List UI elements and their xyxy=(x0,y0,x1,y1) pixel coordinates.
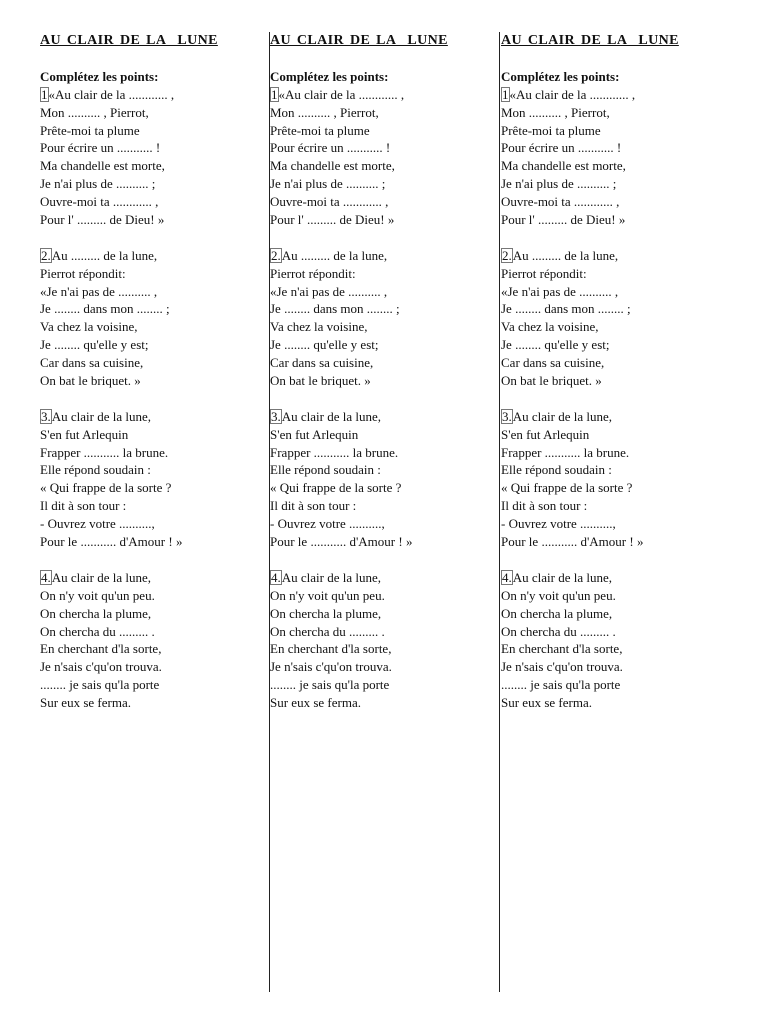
poem-line-text: Je ........ qu'elle y est; xyxy=(270,337,379,353)
poem-line xyxy=(501,211,723,229)
poem-line xyxy=(40,139,262,157)
poem-line-text: Je n'sais c'qu'on trouva. xyxy=(40,659,162,675)
poem-line-text: On chercha la plume, xyxy=(40,605,152,621)
poem-line-text: On chercha la plume, xyxy=(270,605,382,621)
poem-line-text: On chercha du ......... . xyxy=(501,623,616,639)
poem-line-text: «Je n'ai pas de .......... , xyxy=(501,283,619,299)
poem-line xyxy=(270,193,492,211)
poem-line-text: ........ je sais qu'la porte xyxy=(270,677,390,693)
poem-line xyxy=(40,336,262,354)
poem-line xyxy=(501,283,723,301)
poem-line xyxy=(501,139,723,157)
poem-line-text: Au clair de la lune, xyxy=(51,408,152,424)
poem-line xyxy=(501,640,723,658)
poem-line-text: « Qui frappe de la sorte ? xyxy=(40,480,172,496)
poem-line xyxy=(501,247,723,265)
poem-line xyxy=(270,515,492,533)
poem-line xyxy=(501,104,723,122)
poem-line xyxy=(270,408,492,426)
poem-line xyxy=(270,157,492,175)
poem-line-text: Ma chandelle est morte, xyxy=(501,158,626,174)
poem-line-text: On chercha du ......... . xyxy=(270,623,385,639)
poem-line-text: Je ........ dans mon ........ ; xyxy=(270,301,400,317)
poem-line xyxy=(501,300,723,318)
poem-line xyxy=(40,587,262,605)
stanza-number: 1 xyxy=(502,86,509,102)
stanza-number: 2. xyxy=(41,247,51,263)
poem-line xyxy=(40,623,262,641)
blank-line xyxy=(270,50,492,68)
poem-line-text: «Je n'ai pas de .......... , xyxy=(40,283,158,299)
poem-line-text: Je n'ai plus de .......... ; xyxy=(270,176,386,192)
blank-line xyxy=(40,551,262,569)
poem-line xyxy=(501,623,723,641)
poem-line xyxy=(270,265,492,283)
stanza-3 xyxy=(40,408,262,551)
poem-line xyxy=(501,694,723,712)
poem-line-text: - Ouvrez votre .........., xyxy=(501,516,616,532)
poem-line-text: Elle répond soudain : xyxy=(40,462,151,478)
poem-line xyxy=(40,694,262,712)
stanza-1 xyxy=(270,86,492,229)
poem-line-text: En cherchant d'la sorte, xyxy=(501,641,623,657)
poem-line xyxy=(501,497,723,515)
poem-line xyxy=(270,676,492,694)
poem-line xyxy=(40,515,262,533)
poem-line xyxy=(40,444,262,462)
poem-line xyxy=(40,676,262,694)
stanza-number: 1 xyxy=(41,86,48,102)
poem-line xyxy=(501,605,723,623)
poem-line-text: Ma chandelle est morte, xyxy=(270,158,395,174)
poem-line xyxy=(40,157,262,175)
poem-line-text: - Ouvrez votre .........., xyxy=(40,516,155,532)
poem-line-text: Frapper ........... la brune. xyxy=(501,444,630,460)
poem-line-text: Pierrot répondit: xyxy=(270,265,356,281)
instruction-text: Complétez les points: xyxy=(270,68,389,84)
poem-line-text: Elle répond soudain : xyxy=(270,462,381,478)
poem-line-text: Je n'sais c'qu'on trouva. xyxy=(270,659,392,675)
stanza-number: 3. xyxy=(271,408,281,424)
poem-line-text: Car dans sa cuisine, xyxy=(40,355,144,371)
poem-line xyxy=(501,587,723,605)
poem-line-text: En cherchant d'la sorte, xyxy=(270,641,392,657)
blank-line xyxy=(40,50,262,68)
poem-line xyxy=(270,283,492,301)
poem-line xyxy=(40,265,262,283)
poem-line xyxy=(40,354,262,372)
poem-line xyxy=(40,86,262,104)
poem-line-text: S'en fut Arlequin xyxy=(270,426,359,442)
poem-line xyxy=(270,122,492,140)
poem-line-text: Va chez la voisine, xyxy=(40,319,138,335)
poem-line-text: Mon .......... , Pierrot, xyxy=(501,104,610,120)
poem-line xyxy=(501,157,723,175)
poem-line-text: ........ je sais qu'la porte xyxy=(40,677,160,693)
poem-line xyxy=(270,623,492,641)
poem-line-text: En cherchant d'la sorte, xyxy=(40,641,162,657)
stanza-number: 2. xyxy=(502,247,512,263)
poem-line-text: Sur eux se ferma. xyxy=(270,695,361,711)
poem-line xyxy=(40,247,262,265)
poem-line-text: On chercha du ......... . xyxy=(40,623,155,639)
poem-line-text: Prête-moi ta plume xyxy=(501,122,601,138)
poem-line-text: Au ......... de la lune, xyxy=(281,247,388,263)
poem-line xyxy=(40,640,262,658)
blank-line xyxy=(270,390,492,408)
worksheet-title: AU CLAIR DE LA LUNE xyxy=(501,33,679,48)
poem-line xyxy=(501,193,723,211)
poem-line-text: Je ........ dans mon ........ ; xyxy=(40,301,170,317)
poem-line xyxy=(501,122,723,140)
poem-line xyxy=(501,408,723,426)
poem-line xyxy=(270,605,492,623)
poem-line-text: «Au clair de la ............ , xyxy=(278,86,405,102)
worksheet-title: AU CLAIR DE LA LUNE xyxy=(270,33,448,48)
poem-line xyxy=(270,318,492,336)
poem-line-text: «Au clair de la ............ , xyxy=(509,86,636,102)
stanza-3 xyxy=(270,408,492,551)
poem-line xyxy=(501,533,723,551)
worksheet-column-3 xyxy=(501,32,723,712)
poem-line xyxy=(270,479,492,497)
poem-line xyxy=(501,569,723,587)
poem-line-text: Mon .......... , Pierrot, xyxy=(40,104,149,120)
stanza-1 xyxy=(501,86,723,229)
poem-line xyxy=(270,569,492,587)
stanza-number: 4. xyxy=(502,569,512,585)
poem-line xyxy=(40,658,262,676)
blank-line xyxy=(501,390,723,408)
poem-line-text: Je ........ qu'elle y est; xyxy=(40,337,149,353)
poem-line xyxy=(501,444,723,462)
poem-line-text: S'en fut Arlequin xyxy=(501,426,590,442)
poem-line-text: Il dit à son tour : xyxy=(40,498,127,514)
poem-line-text: Au ......... de la lune, xyxy=(512,247,619,263)
poem-line-text: « Qui frappe de la sorte ? xyxy=(501,480,633,496)
poem-line-text: On chercha la plume, xyxy=(501,605,613,621)
poem-line xyxy=(40,497,262,515)
poem-line-text: Pierrot répondit: xyxy=(40,265,126,281)
instruction-text: Complétez les points: xyxy=(501,68,620,84)
poem-line-text: Car dans sa cuisine, xyxy=(270,355,374,371)
poem-line-text: ........ je sais qu'la porte xyxy=(501,677,621,693)
stanza-4 xyxy=(270,569,492,712)
stanza-1 xyxy=(40,86,262,229)
poem-line xyxy=(40,193,262,211)
poem-line xyxy=(40,211,262,229)
worksheet-column-2 xyxy=(270,32,492,712)
poem-line-text: Je n'ai plus de .......... ; xyxy=(40,176,156,192)
stanza-3 xyxy=(501,408,723,551)
stanza-2 xyxy=(501,247,723,390)
poem-line-text: Va chez la voisine, xyxy=(270,319,368,335)
poem-line xyxy=(270,694,492,712)
poem-line-text: « Qui frappe de la sorte ? xyxy=(270,480,402,496)
poem-line-text: Pour l' ......... de Dieu! » xyxy=(270,212,395,228)
poem-line-text: Pierrot répondit: xyxy=(501,265,587,281)
poem-line xyxy=(270,444,492,462)
poem-line xyxy=(270,640,492,658)
poem-line xyxy=(501,86,723,104)
blank-line xyxy=(270,551,492,569)
poem-line xyxy=(501,426,723,444)
poem-line xyxy=(40,122,262,140)
poem-line-text: Prête-moi ta plume xyxy=(270,122,370,138)
poem-line-text: Frapper ........... la brune. xyxy=(40,444,169,460)
poem-line-text: Prête-moi ta plume xyxy=(40,122,140,138)
poem-line-text: Sur eux se ferma. xyxy=(40,695,131,711)
poem-line xyxy=(270,104,492,122)
poem-line-text: Il dit à son tour : xyxy=(270,498,357,514)
stanza-number: 2. xyxy=(271,247,281,263)
stanza-4 xyxy=(501,569,723,712)
poem-line-text: Je n'sais c'qu'on trouva. xyxy=(501,659,623,675)
poem-line-text: Elle répond soudain : xyxy=(501,462,612,478)
poem-line xyxy=(270,426,492,444)
poem-line-text: Va chez la voisine, xyxy=(501,319,599,335)
poem-line xyxy=(501,175,723,193)
poem-line-text: «Je n'ai pas de .......... , xyxy=(270,283,388,299)
poem-line xyxy=(40,372,262,390)
poem-line-text: Ouvre-moi ta ............ , xyxy=(501,194,620,210)
column-divider-right xyxy=(499,32,500,992)
stanza-4 xyxy=(40,569,262,712)
poem-line xyxy=(501,658,723,676)
stanza-number: 4. xyxy=(271,569,281,585)
poem-line xyxy=(501,354,723,372)
poem-line xyxy=(40,461,262,479)
poem-line xyxy=(501,515,723,533)
blank-line xyxy=(501,50,723,68)
poem-line xyxy=(40,479,262,497)
blank-line xyxy=(501,229,723,247)
poem-line-text: Je ........ qu'elle y est; xyxy=(501,337,610,353)
poem-line-text: Pour écrire un ........... ! xyxy=(501,140,622,156)
blank-line xyxy=(40,229,262,247)
poem-line xyxy=(40,104,262,122)
poem-line xyxy=(40,300,262,318)
poem-line xyxy=(270,533,492,551)
poem-line xyxy=(501,265,723,283)
poem-line-text: Pour l' ......... de Dieu! » xyxy=(40,212,165,228)
stanza-2 xyxy=(270,247,492,390)
poem-line-text: Pour l' ......... de Dieu! » xyxy=(501,212,626,228)
poem-line xyxy=(501,372,723,390)
poem-line xyxy=(270,247,492,265)
poem-line-text: S'en fut Arlequin xyxy=(40,426,129,442)
poem-line-text: On bat le briquet. » xyxy=(501,373,602,389)
poem-line-text: Au ......... de la lune, xyxy=(51,247,158,263)
stanza-number: 3. xyxy=(41,408,51,424)
poem-line-text: Au clair de la lune, xyxy=(281,569,382,585)
poem-line-text: On n'y voit qu'un peu. xyxy=(40,587,155,603)
poem-line xyxy=(40,605,262,623)
blank-line xyxy=(501,551,723,569)
poem-line-text: Pour écrire un ........... ! xyxy=(270,140,391,156)
poem-line-text: Au clair de la lune, xyxy=(281,408,382,424)
poem-line-text: On bat le briquet. » xyxy=(270,373,371,389)
poem-line xyxy=(40,408,262,426)
poem-line xyxy=(501,336,723,354)
poem-line xyxy=(501,676,723,694)
poem-line-text: Il dit à son tour : xyxy=(501,498,588,514)
poem-line xyxy=(270,497,492,515)
poem-line-text: Au clair de la lune, xyxy=(512,408,613,424)
blank-line xyxy=(40,390,262,408)
poem-line-text: Ouvre-moi ta ............ , xyxy=(40,194,159,210)
poem-line xyxy=(270,658,492,676)
poem-line-text: Mon .......... , Pierrot, xyxy=(270,104,379,120)
poem-line xyxy=(270,587,492,605)
poem-line xyxy=(40,426,262,444)
poem-line xyxy=(270,300,492,318)
poem-line xyxy=(270,461,492,479)
poem-line xyxy=(40,175,262,193)
poem-line-text: On n'y voit qu'un peu. xyxy=(501,587,616,603)
poem-line-text: Ma chandelle est morte, xyxy=(40,158,165,174)
poem-line-text: - Ouvrez votre .........., xyxy=(270,516,385,532)
worksheet-column-1 xyxy=(40,32,262,712)
poem-line xyxy=(40,283,262,301)
worksheet-title: AU CLAIR DE LA LUNE xyxy=(40,33,218,48)
poem-line-text: Car dans sa cuisine, xyxy=(501,355,605,371)
poem-line-text: On bat le briquet. » xyxy=(40,373,141,389)
poem-line xyxy=(501,461,723,479)
poem-line-text: Ouvre-moi ta ............ , xyxy=(270,194,389,210)
poem-line-text: Sur eux se ferma. xyxy=(501,695,592,711)
poem-line-text: Au clair de la lune, xyxy=(51,569,152,585)
poem-line xyxy=(40,318,262,336)
poem-line-text: Pour écrire un ........... ! xyxy=(40,140,161,156)
poem-line-text: Frapper ........... la brune. xyxy=(270,444,399,460)
poem-line-text: Je n'ai plus de .......... ; xyxy=(501,176,617,192)
poem-line xyxy=(270,175,492,193)
poem-line xyxy=(501,318,723,336)
poem-line xyxy=(270,372,492,390)
stanza-2 xyxy=(40,247,262,390)
blank-line xyxy=(270,229,492,247)
instruction-text: Complétez les points: xyxy=(40,68,159,84)
poem-line-text: On n'y voit qu'un peu. xyxy=(270,587,385,603)
poem-line xyxy=(270,336,492,354)
poem-line xyxy=(270,354,492,372)
stanza-number: 3. xyxy=(502,408,512,424)
poem-line xyxy=(40,533,262,551)
poem-line xyxy=(501,479,723,497)
poem-line-text: Pour le ........... d'Amour ! » xyxy=(40,534,183,550)
poem-line-text: Au clair de la lune, xyxy=(512,569,613,585)
poem-line xyxy=(270,139,492,157)
poem-line-text: «Au clair de la ............ , xyxy=(48,86,175,102)
stanza-number: 1 xyxy=(271,86,278,102)
poem-line xyxy=(40,569,262,587)
poem-line xyxy=(270,86,492,104)
poem-line-text: Je ........ dans mon ........ ; xyxy=(501,301,631,317)
poem-line-text: Pour le ........... d'Amour ! » xyxy=(501,534,644,550)
poem-line xyxy=(270,211,492,229)
poem-line-text: Pour le ........... d'Amour ! » xyxy=(270,534,413,550)
stanza-number: 4. xyxy=(41,569,51,585)
